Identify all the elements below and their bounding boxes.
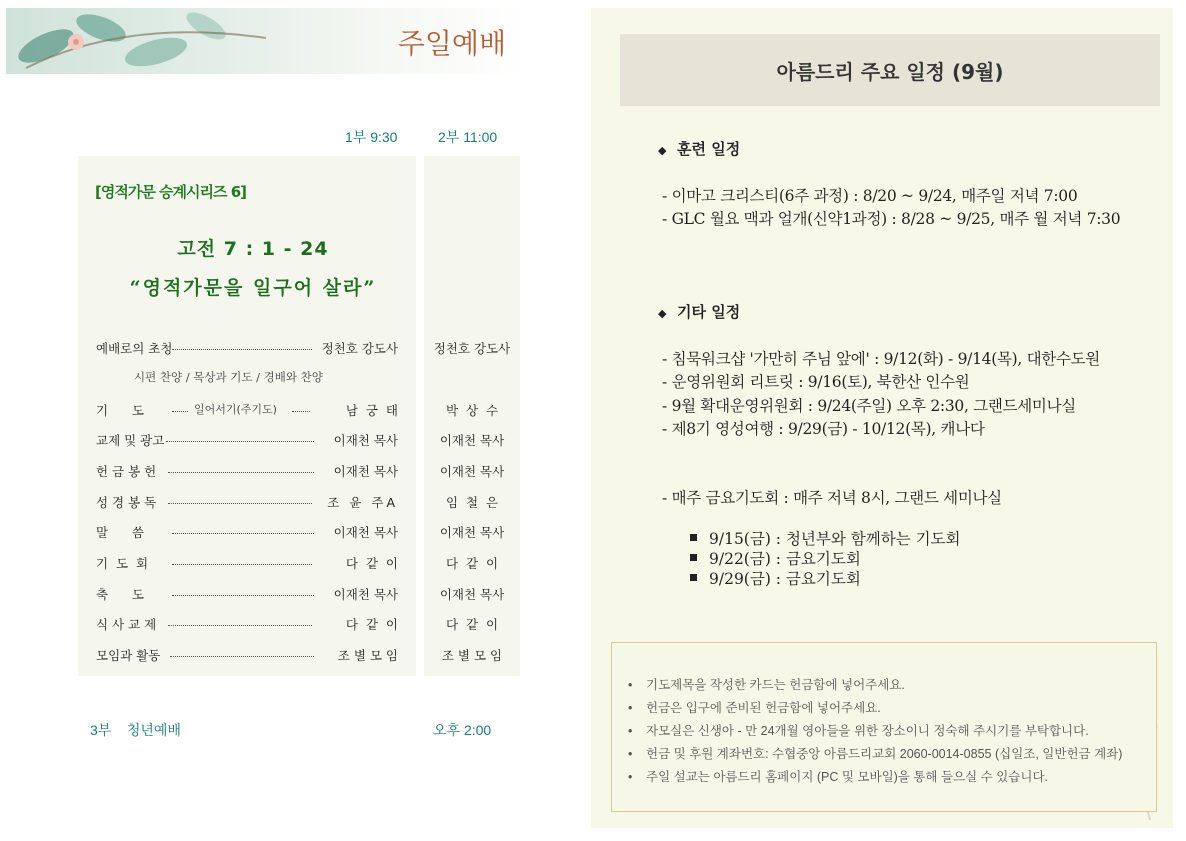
order-label: 교제 및 광고 [96, 433, 165, 448]
diamond-bullet-icon: ◆ [658, 307, 667, 320]
notice-item: • 자모실은 신생아 - 만 24개월 영아들을 위한 장소이니 정숙해 주시기를 부탁합니다. [628, 724, 1089, 738]
training-item: - GLC 월요 맥과 얼개(신약1과정) : 8/28 ~ 9/25, 매주 월 저녁 7:30 [662, 210, 1121, 228]
order-leader-part2: 박 상 수 [445, 403, 499, 418]
order-sub-note: 일어서기(주기도) [194, 403, 277, 416]
dotted-leader [170, 656, 314, 657]
order-row [96, 523, 398, 543]
order-leader-part2: 임 철 은 [445, 495, 499, 510]
dotted-leader [172, 595, 314, 596]
order-leader-part1: 조 별 모 임 [337, 648, 398, 663]
order-leader-part1: 정천호 강도사 [321, 341, 398, 356]
order-label: 기 도 회 [96, 556, 149, 571]
youth-service-time: 오후 2:00 [433, 722, 492, 738]
eucalyptus-leaves-icon [6, 8, 306, 74]
order-leader-part1: 남 궁 태 [345, 403, 398, 418]
scripture-reference: 고전 7 : 1 - 24 [177, 238, 329, 260]
dotted-leader [168, 625, 312, 626]
order-row [96, 585, 398, 605]
dotted-leader [172, 349, 312, 350]
order-leader-part1: 이재천 목사 [333, 525, 398, 540]
youth-service-label: 3부 청년예배 [90, 722, 181, 738]
banner-title: 주일예배 [397, 27, 506, 60]
dotted-leader [168, 472, 314, 473]
order-label: 식 사 교 제 [96, 617, 157, 632]
dot-bullet-icon: • [628, 701, 633, 715]
header-banner [6, 8, 528, 74]
training-heading: ◆ 훈련 일정 [658, 140, 741, 158]
square-bullet-icon [690, 574, 697, 581]
order-row [96, 462, 398, 482]
order-label: 성 경 봉 독 [96, 495, 157, 510]
order-row [96, 646, 398, 666]
notice-item: • 주일 설교는 아름드리 홈페이지 (PC 및 모바일)을 통해 들으실 수 있습니다. [628, 770, 1048, 784]
dotted-leader [168, 503, 312, 504]
order-leader-part2: 조 별 모 임 [441, 648, 503, 663]
other-schedule-item: - 제8기 영성여행 : 9/29(금) - 10/12(목), 캐나다 [662, 420, 985, 438]
notice-item: • 헌금 및 후원 계좌번호: 수협중앙 아름드리교회 2060-0014-0855 (십일조, 일반헌금 계좌) [628, 747, 1123, 761]
friday-prayer-item: - 매주 금요기도회 : 매주 저녁 8시, 그랜드 세미나실 [662, 489, 1002, 507]
order-row [96, 615, 398, 635]
order-label: 기 도 [96, 403, 144, 418]
order-label: 축 도 [96, 587, 144, 602]
order-leader-part2: 이재천 목사 [439, 525, 505, 540]
order-row [96, 401, 398, 421]
service-part1-time: 1부 9:30 [345, 129, 398, 145]
order-label: 모임과 활동 [96, 648, 161, 663]
order-row [96, 493, 398, 513]
sermon-series: [영적가문 승계시리즈 6] [95, 183, 247, 201]
square-bullet-icon [690, 554, 697, 561]
training-item: - 이마고 크리스티(6주 과정) : 8/20 ~ 9/24, 매주일 저녁 7:00 [662, 187, 1078, 205]
order-leader-part2: 정천호 강도사 [433, 341, 511, 356]
dotted-leader [172, 533, 314, 534]
schedule-title: 아름드리 주요 일정 (9월) [776, 60, 1004, 84]
praise-line: 시편 찬양 / 목상과 기도 / 경배와 찬양 [134, 370, 323, 384]
order-leader-part2: 이재천 목사 [439, 433, 505, 448]
order-label: 헌 금 봉 헌 [96, 464, 157, 479]
other-schedule-item: - 침묵워크샵 '가만히 주님 앞에' : 9/12(화) - 9/14(목), 대한수도원 [662, 350, 1100, 368]
order-row [96, 339, 398, 359]
diamond-bullet-icon: ◆ [658, 144, 667, 157]
order-leader-part2: 이재천 목사 [439, 587, 505, 602]
dotted-leader [172, 411, 188, 412]
dotted-leader [172, 564, 312, 565]
order-row [96, 554, 398, 574]
other-schedule-item: - 9월 확대운영위원회 : 9/24(주일) 오후 2:30, 그랜드세미나실 [662, 397, 1076, 415]
friday-sub-item: 9/22(금) : 금요기도회 [690, 547, 861, 569]
order-leader-part1: 조 윤 주A [327, 495, 398, 510]
dotted-leader [292, 411, 310, 412]
dot-bullet-icon: • [628, 770, 633, 784]
order-leader-part1: 다 같 이 [345, 617, 398, 632]
dotted-leader [166, 441, 314, 442]
order-label: 예배로의 초청 [96, 341, 173, 356]
order-leader-part1: 다 같 이 [345, 556, 398, 571]
order-leader-part1: 이재천 목사 [333, 587, 398, 602]
order-row [96, 431, 398, 451]
order-leader-part1: 이재천 목사 [333, 464, 398, 479]
order-leader-part2: 다 같 이 [445, 617, 499, 632]
friday-sub-item: 9/15(금) : 청년부와 함께하는 기도회 [690, 527, 961, 549]
dot-bullet-icon: • [628, 724, 633, 738]
friday-sub-item: 9/29(금) : 금요기도회 [690, 567, 861, 589]
other-schedule-heading: ◆ 기타 일정 [658, 303, 741, 321]
dot-bullet-icon: • [628, 678, 633, 692]
order-label: 말 씀 [96, 525, 144, 540]
sermon-title: “영적가문을 일구어 살라” [129, 277, 377, 299]
notice-item: • 기도제목을 작성한 카드는 헌금함에 넣어주세요. [628, 678, 905, 692]
order-leader-part1: 이재천 목사 [333, 433, 398, 448]
dot-bullet-icon: • [628, 747, 633, 761]
order-leader-part2: 이재천 목사 [439, 464, 505, 479]
notice-item: • 헌금은 입구에 준비된 헌금함에 넣어주세요. [628, 701, 881, 715]
service-part2-time: 2부 11:00 [438, 129, 498, 145]
order-leader-part2: 다 같 이 [445, 556, 499, 571]
square-bullet-icon [690, 534, 697, 541]
other-schedule-item: - 운영위원회 리트릿 : 9/16(토), 북한산 인수원 [662, 373, 970, 391]
